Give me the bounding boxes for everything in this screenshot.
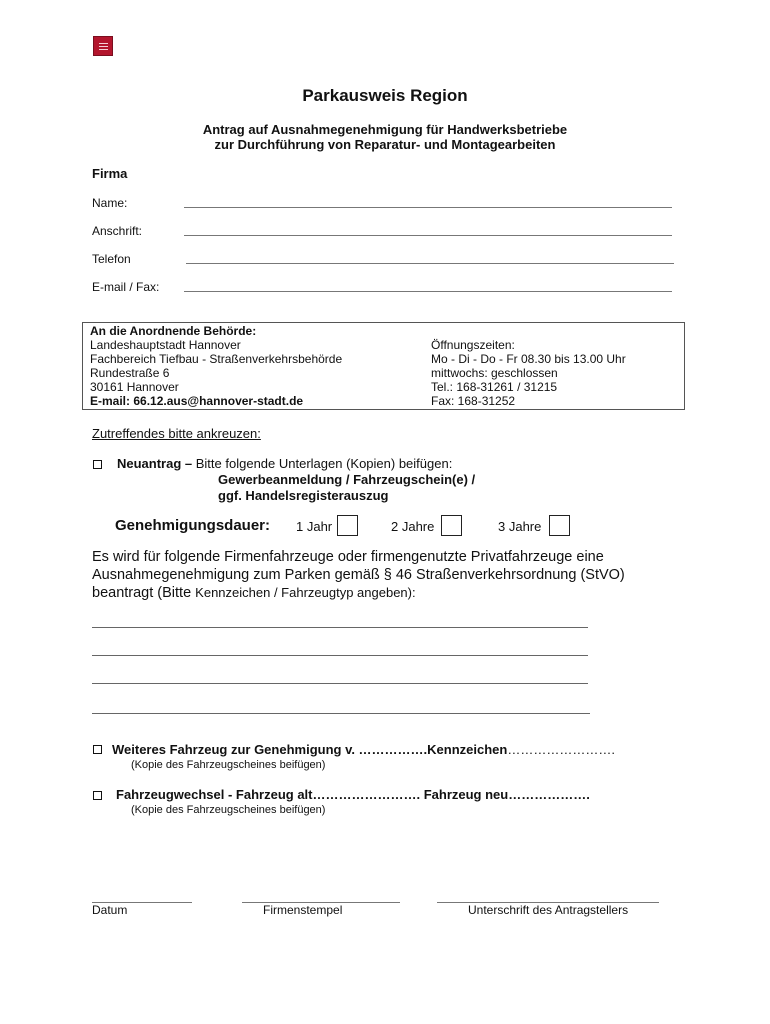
fahrzeugwechsel-checkbox[interactable] xyxy=(93,791,102,800)
vehicle-entry-line-3[interactable] xyxy=(92,683,588,684)
hamburger-menu-icon xyxy=(99,43,108,44)
hours-line: Tel.: 168-31261 / 31215 xyxy=(431,380,558,394)
anschrift-label: Anschrift: xyxy=(92,224,143,238)
authority-line: Rundestraße 6 xyxy=(90,366,170,380)
dauer-option-3-checkbox[interactable] xyxy=(549,515,570,536)
hours-line: Mo - Di - Do - Fr 08.30 bis 13.00 Uhr xyxy=(431,352,626,366)
hamburger-menu-icon-bar xyxy=(99,46,108,47)
weiteres-fahrzeug-dots: ……………………. xyxy=(507,742,615,757)
unterschrift-label: Unterschrift des Antragstellers xyxy=(468,903,629,917)
dauer-option-3-label: 3 Jahre xyxy=(498,519,542,534)
dauer-option-2-label: 2 Jahre xyxy=(391,519,435,534)
statement-line-1: Es wird für folgende Firmenfahrzeuge oder firmengenutzte Privatfahrzeuge eine xyxy=(92,549,604,565)
page-subtitle xyxy=(0,122,770,152)
fahrzeugwechsel-note: (Kopie des Fahrzeugscheines beifügen) xyxy=(131,804,326,816)
hours-line: Öffnungszeiten: xyxy=(431,338,515,352)
weiteres-fahrzeug-label: Weiteres Fahrzeug zur Genehmigung v. …………….Kennzeichen xyxy=(112,742,508,757)
statement-paragraph xyxy=(92,548,692,602)
required-docs-line-1: Gewerbeanmeldung / Fahrzeugschein(e) / xyxy=(218,472,476,487)
vehicle-entry-line-2[interactable] xyxy=(92,655,588,656)
weiteres-fahrzeug-checkbox[interactable] xyxy=(93,745,102,754)
dauer-label: Genehmigungsdauer: xyxy=(115,517,271,534)
hamburger-menu-icon-bar xyxy=(99,49,108,50)
firma-heading: Firma xyxy=(92,166,128,181)
neuantrag-description: Bitte folgende Unterlagen (Kopien) beifügen: xyxy=(192,456,453,471)
authority-email: E-mail: 66.12.aus@hannover-stadt.de xyxy=(90,394,304,408)
hours-line: Fax: 168-31252 xyxy=(431,394,516,408)
statement-line-2: Ausnahmegenehmigung zum Parken gemäß § 46 Straßenverkehrsordnung (StVO) xyxy=(92,567,625,583)
dauer-option-2-checkbox[interactable] xyxy=(441,515,462,536)
authority-address xyxy=(90,324,342,408)
subtitle-line-1: Antrag auf Ausnahmegenehmigung für Handwerksbetriebe xyxy=(202,122,568,137)
statement-line-3 xyxy=(92,584,692,602)
opening-hours xyxy=(431,338,626,408)
authority-line: 30161 Hannover xyxy=(90,380,179,394)
statement-line-3a: beantragt (Bitte xyxy=(92,585,196,601)
vehicle-entry-line-1[interactable] xyxy=(92,627,588,628)
authority-heading: An die Anordnende Behörde: xyxy=(90,324,257,338)
email-fax-label: E-mail / Fax: xyxy=(92,280,160,294)
dauer-option-1-label: 1 Jahr xyxy=(296,519,333,534)
authority-line: Fachbereich Tiefbau - Straßenverkehrsbehörde xyxy=(90,352,343,366)
weiteres-fahrzeug-note: (Kopie des Fahrzeugscheines beifügen) xyxy=(131,759,326,771)
name-field[interactable] xyxy=(184,207,672,208)
telefon-label: Telefon xyxy=(92,252,131,266)
neuantrag-checkbox[interactable] xyxy=(93,460,102,469)
dauer-option-1-checkbox[interactable] xyxy=(337,515,358,536)
name-label: Name: xyxy=(92,196,128,210)
authority-line: Landeshauptstadt Hannover xyxy=(90,338,241,352)
hours-line: mittwochs: geschlossen xyxy=(431,366,558,380)
neuantrag-text xyxy=(117,456,452,471)
required-docs-line-2: ggf. Handelsregisterauszug xyxy=(218,488,389,503)
telefon-field[interactable] xyxy=(186,263,674,264)
neuantrag-label: Neuantrag – xyxy=(117,456,193,471)
instruction-heading: Zutreffendes bitte ankreuzen: xyxy=(92,426,261,441)
page-title: Parkausweis Region xyxy=(302,86,468,105)
weiteres-fahrzeug-text xyxy=(112,742,615,757)
statement-line-3b: Kennzeichen / Fahrzeugtyp angeben): xyxy=(195,585,416,600)
vehicle-entry-line-4[interactable] xyxy=(92,713,590,714)
subtitle-line-2: zur Durchführung von Reparatur- und Montagearbeiten xyxy=(214,137,556,152)
fahrzeugwechsel-label: Fahrzeugwechsel - Fahrzeug alt……………………. Fahrzeug neu………………. xyxy=(116,787,590,802)
email-fax-field[interactable] xyxy=(184,291,672,292)
anschrift-field[interactable] xyxy=(184,235,672,236)
firmenstempel-label: Firmenstempel xyxy=(263,903,343,917)
datum-label: Datum xyxy=(92,903,128,917)
menu-button[interactable] xyxy=(93,36,113,56)
